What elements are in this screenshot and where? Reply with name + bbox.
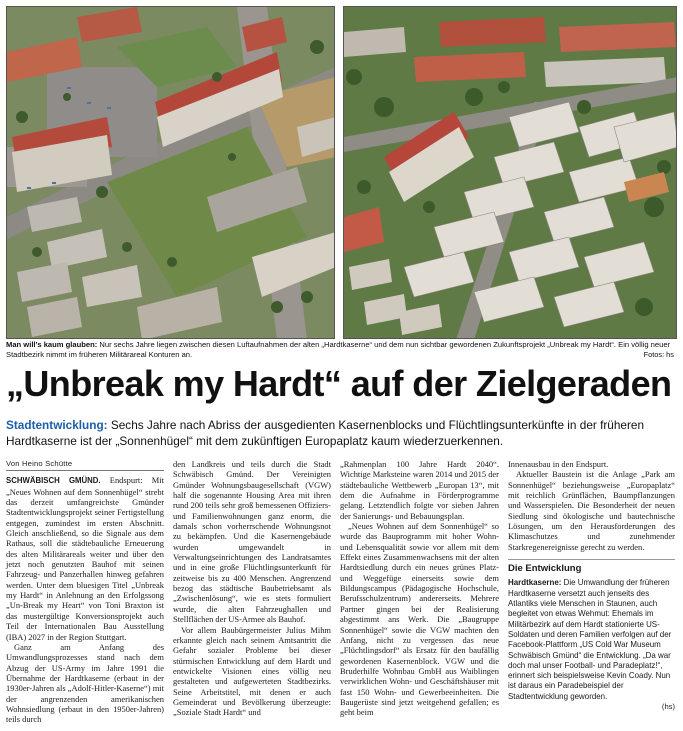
paragraph: „Neues Wohnen auf dem Sonnenhügel“ so wurde das Bauprogramm mit hoher Wohn- und Lebensqualität sowie vor allem mit dem Effekt eines Zusammenwachsens mit der alten Hardtsiedlung durch ein neues grünes Platz- und Weggefüge einerseits sowie dem Bildungscampus (Pädagogische Hochschule, Berufsschulzentrum) andererseits. Mehrere Partner gingen bei der Realisierung abgestimmt ans Werk. Die „Baugruppe Sonnenhügel“ sowie die VGW machten den Anfang, nicht zu vergessen das neue „Flüchtlingsdorf“ als Ersatz für den baufällig gewordenen Kasernenblock. VGW und die Bruderhilfe Wohnbau GmbH aus Waiblingen verwirklichen Wohn- und Geschäftshäuser mit fast 150 Wohn- und Gewerbeeinheiten. Die Baugerüste sind jetzt weitgehend gefallen; es geht beim xyxy=(340,521,499,718)
infobox-lead: Hardtkaserne: xyxy=(508,578,562,588)
author-initials: (hs) xyxy=(661,702,675,711)
paragraph: „Rahmenplan 100 Jahre Hardt 2040“. Wichtige Marksteine waren 2014 und 2015 der städtebauliche Wettbewerb „Europan 13“, mit dem die Aufnahme in Förderprogramme gelang. Letztendlich folgte vor sieben Jahren der Sanierungs- und Bebauungsplan. xyxy=(340,459,499,521)
caption-lead: Man will’s kaum glauben: xyxy=(6,340,98,349)
paragraph: Ganz am Anfang des Umwandlungsprozesses stand nach dem Abzug der US-Army im Jahre 1991 die Übernahme der Hardtkaserne (erbaut in der 1930er-Jahren als „Adolf-Hitler-Kaserne“) mit der angrenzenden amerikanischen Wohnsiedlung (erbaut in den 1950er-Jahren) teils durch xyxy=(6,641,164,725)
dateline: SCHWÄBISCH GMÜND. xyxy=(6,476,101,486)
article-column-4 xyxy=(508,459,675,712)
infobox-text: Die Umwandlung der früheren Hardtkaserne versetzt auch jenseits des Atlantiks viele Menschen in Staunen, auch begleitet von etwas Wehmut: Ehemals im Militärbezirk auf dem Hardt stationierte US-Soldaten und deren Familien verfolgen auf der Facebook-Plattform „US Cold War Museum Schwäbisch Gmünd“ die Entwicklung. „Da war doch mal unser Football- und Paradeplatz!“, erinnert sich beispielsweise Kevin Coady. Nun ist daraus ein Paradebeispiel der Stadtentwicklung geworden. xyxy=(508,578,672,701)
article-column-1 xyxy=(6,459,164,725)
lead-paragraph xyxy=(6,417,674,449)
infobox xyxy=(508,578,675,712)
photo-credit: Fotos: hs xyxy=(643,350,674,359)
lead-kicker: Stadtentwicklung: xyxy=(6,418,108,432)
paragraph: Aktueller Baustein ist die Anlage „Park am Sonnenhügel“ beziehungsweise „Europaplatz“ mit reichlich Grünflächen, Baumpflanzungen und Wasserspielen. Die Besonderheit der neuen Siedlung sind ökologische und bautechnische Lösungen, um den Herausforderungen des Klimaschutzes und zunehmender Starkregenereignisse gerecht zu werden. xyxy=(508,469,675,552)
aerial-photo-old-barracks xyxy=(6,6,335,339)
article-column-2 xyxy=(173,459,331,718)
photo-caption xyxy=(6,340,674,360)
lead-text: Sechs Jahre nach Abriss der ausgedienten Kasernenblocks und Flüchtlingsunterkünfte in der früheren Hardtkaserne ist der „Sonnenhügel“ mit dem zukünftigen Europaplatz kaum wiederzuerkennen. xyxy=(6,418,645,448)
paragraph: Vor allem Baubürgermeister Julius Mihm erkannte gleich nach seinem Amtsantritt die Gefahr sozialer Probleme bei dieser stürmischen Entwicklung auf dem Hardt und entwickelte Visionen eines völlig neu gestalteten und aufgewerteten Stadtbezirks. Seine Arbeitstitel, mit denen er auch Gemeinderat und Bevölkerung überzeugte: „Soziale Stadt Hardt“ und xyxy=(173,624,331,718)
article-column-3 xyxy=(340,459,499,718)
infobox-title: Die Entwicklung xyxy=(508,559,675,574)
paragraph: SCHWÄBISCH GMÜND. Endspurt: Mit „Neues Wohnen auf dem Sonnenhügel“ strebt das derzeit umfangreichste Gmünder Stadtentwicklungsprojekt seiner Fertigstellung entgegen, zumindest im ersten Abschnitt. Gleich anschließend, so die Signale aus dem Rathaus, soll die städtebauliche Erneuerung des alten Militärareals weiter und über den jetzt noch genutzten Bauhof mit seinen Fahrzeug- und Panzerhallen hinweg gefahren werden. Unter dem bluesigen Titel „Unbreak my Hardt“ in Anlehnung an den Erfolgssong „Un-Break my Heart“ von Toni Braxton ist das mustergültige Konversionsprojekt auch Teil der Internationalen Bau Ausstellung (IBA) 2027 in der Region Stuttgart. xyxy=(6,475,164,642)
byline: Von Heino Schütte xyxy=(6,459,164,471)
paragraph: den Landkreis und teils durch die Stadt Schwäbisch Gmünd. Der Vereinigten Gmünder Wohnungsbaugesellschaft (VGW) half die sogenannte Housing Area mit ihren rund 200 teils sehr groß bemessenen Offiziers- und Familienwohnungen ganz enorm, die damals schon vorherrschende Wohnungsnot zu bekämpfen. Und die Kasernengebäude wurden umgewandelt in Verwaltungseinrichtungen des Landratsamtes und in eine große Flüchtlingsunterkunft für zeitweise bis zu 400 Menschen. Angrenzend bezog das städtische Baubetriebsamt als „Zwischenlösung“, wie es stets formuliert wurde, die alten Fahrzeughallen und Stellflächen der US-Armee als Bauhof. xyxy=(173,459,331,625)
aerial-photo-new-district xyxy=(343,6,677,339)
headline: „Unbreak my Hardt“ auf der Zielgeraden xyxy=(6,363,672,404)
caption-text: Nur sechs Jahre liegen zwischen diesen Luftaufnahmen der alten „Hardtkaserne“ und dem nun sichtbar gewordenen Zukunftsprojekt „Unbreak my Hardt“. Ein völlig neuer Stadtbezirk nimmt im früheren Militärareal Konturen an. xyxy=(6,340,671,359)
paragraph: Innenausbau in den Endspurt. xyxy=(508,459,609,469)
